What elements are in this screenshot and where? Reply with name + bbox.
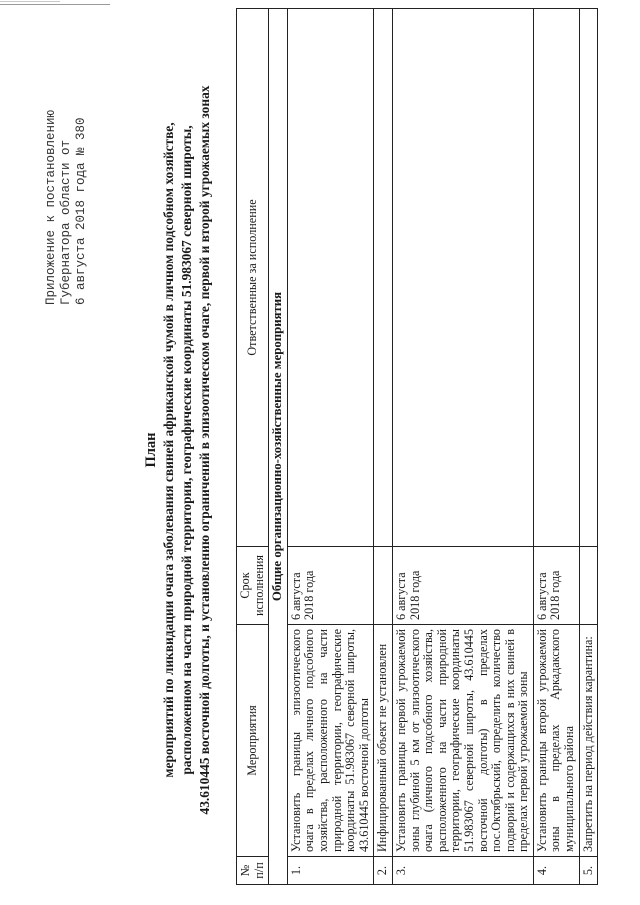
- section-row: [269, 9, 288, 885]
- row-term: [374, 547, 393, 625]
- row-term: [579, 547, 598, 625]
- row-responsible: [392, 9, 533, 547]
- section-title: Общие организационно-хозяйственные мероприятия: [269, 9, 288, 885]
- title-line: мероприятий по ликвидации очага заболевания свиней африканской чумой в личном подсобном хозяйстве,: [161, 122, 176, 778]
- row-num: 4.: [533, 857, 579, 885]
- row-num: 1.: [287, 857, 374, 885]
- row-responsible: [287, 9, 374, 547]
- row-action: Установить границы второй угрожаемой зоны в пределах Аркадакского муниципального района: [533, 625, 579, 857]
- appendix-line: 6 августа 2018 года № 380: [74, 117, 88, 305]
- document-title: [142, 65, 214, 835]
- header-num: № п/п: [237, 857, 269, 885]
- table-row: [579, 9, 598, 885]
- row-term: 6 августа 2018 года: [287, 547, 374, 625]
- row-action: Установить границы эпизоотического очага в пределах личного подсобного хозяйства, расположенного на части природной территории, географические координаты 51.983067 северной широты, 43.610445 восточной долготы: [287, 625, 374, 857]
- row-responsible: [374, 9, 393, 547]
- table-row: [287, 9, 374, 885]
- appendix-line: Губернатора области от: [59, 139, 73, 305]
- table-row: [374, 9, 393, 885]
- row-num: 2.: [374, 857, 393, 885]
- row-action: Установить границы первой угрожаемой зоны глубиной 5 км от эпизоотического очага (личного подсобного хозяйства, расположенного на части природной территории, географические координаты 51.983067 северной широты, 43.610445 восточной долготы) в пределах пос.Октябрьский, определить количество подворий и содержащихся в них свиней в пределах первой угрожаемой зоны: [392, 625, 533, 857]
- table-row: [533, 9, 579, 885]
- appendix-note: [44, 45, 89, 305]
- row-action: Запретить на период действия карантина:: [579, 625, 598, 857]
- row-responsible: [579, 9, 598, 547]
- row-term: 6 августа 2018 года: [392, 547, 533, 625]
- title-line: расположенном на части природной территории, географические координаты 51.983067 северной широты,: [179, 125, 194, 775]
- row-action: Инфицированный объект не установлен: [374, 625, 393, 857]
- table-header-row: [237, 9, 269, 885]
- title-plan: План: [143, 432, 159, 468]
- header-responsible: Ответственные за исполнение: [237, 9, 269, 547]
- plan-table: [236, 8, 598, 885]
- header-action: Мероприятия: [237, 625, 269, 857]
- title-line: 43.610445 восточной долготы, и установлению ограничений в эпизоотическом очаге, первой и второй угрожаемых зонах: [197, 85, 212, 815]
- row-term: 6 августа 2018 года: [533, 547, 579, 625]
- row-num: 3.: [392, 857, 533, 885]
- table-row: [392, 9, 533, 885]
- appendix-line: Приложение к постановлению: [44, 109, 58, 305]
- row-responsible: [533, 9, 579, 547]
- row-num: 5.: [579, 857, 598, 885]
- header-term: Срок исполнения: [237, 547, 269, 625]
